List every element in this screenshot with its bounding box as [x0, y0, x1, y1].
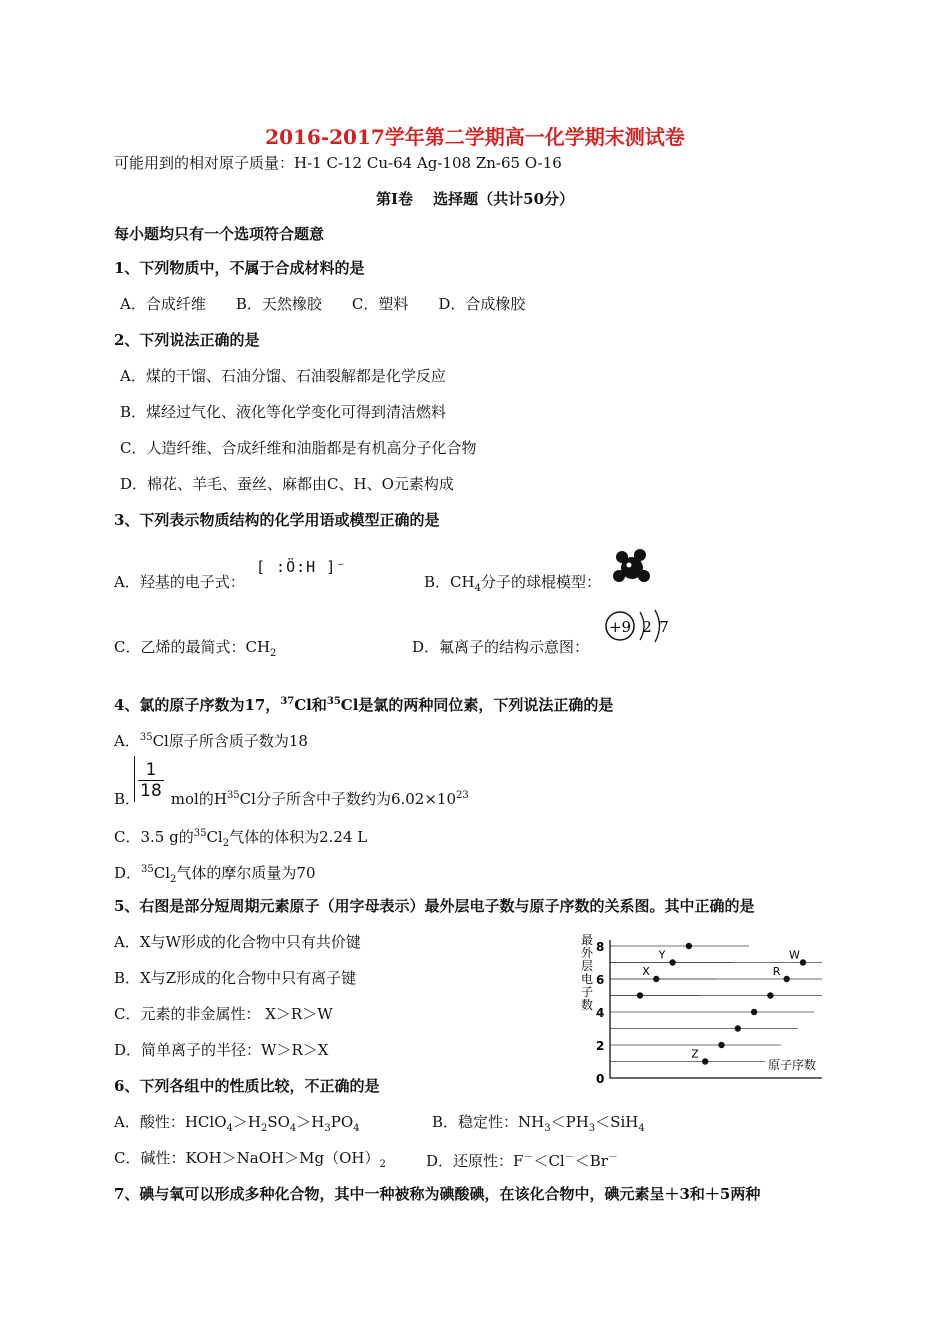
chart-ylabel: 最外层电子数: [581, 934, 594, 1012]
chart-point: [735, 1025, 741, 1031]
hydroxyl-electron-formula: [ :Ö:H ]⁻: [256, 558, 347, 576]
atomic-mass-note: 可能用到的相对原子质量：H-1 C-12 Cu-64 Ag-108 Zn-65 O-16: [114, 154, 562, 172]
q5-option-c: C．元素的非金属性： X＞R＞W: [114, 1005, 333, 1023]
q2-stem: 2、下列说法正确的是: [114, 331, 260, 349]
q4-option-d: D．$^{35}Cl_2$气体的摩尔质量为70: [114, 864, 316, 885]
chart-xlabel: 原子序数: [768, 1058, 817, 1072]
q4-option-c: C．3.5 g的$^{35}Cl_2$气体的体积为2.24 L: [114, 828, 368, 849]
q2-option-d: D．棉花、羊毛、蚕丝、麻都由C、H、O元素构成: [120, 475, 454, 493]
fluoride-ion-diagram: [602, 606, 674, 646]
q4-stem: 4、氯的原子序数为17，$^{37}$Cl和$^{35}$Cl是氯的两种同位素，下列说法正确的是: [114, 696, 614, 714]
chart-point: [800, 959, 806, 965]
chart-ytick-label: 6: [596, 973, 605, 987]
q6-option-c: C．碱性：$KOH>NaOH>Mg(OH)_2$: [114, 1149, 386, 1170]
q1-options: A．合成纤维 B．天然橡胶 C．塑料 D．合成橡胶: [120, 295, 526, 313]
q3-stem: 3、下列表示物质结构的化学用语或模型正确的是: [114, 511, 440, 529]
q1-stem: 1、下列物质中，不属于合成材料的是: [114, 259, 365, 277]
chart-point-label: R: [772, 965, 781, 978]
chart-point: [718, 1042, 724, 1048]
chart-point: [669, 959, 675, 965]
fraction-numerator: 1: [138, 760, 164, 781]
q2-option-b: B．煤经过气化、液化等化学变化可得到清洁燃料: [120, 403, 447, 421]
instruction: 每小题均只有一个选项符合题意: [114, 225, 325, 243]
q2-option-c: C．人造纤维、合成纤维和油脂都是有机高分子化合物: [120, 439, 477, 457]
q4-option-b: B． mol的$H^{35}Cl$分子所含中子数约为$6.02\times 10^{23}$: [114, 790, 469, 808]
q5-stem: 5、右图是部分短周期元素原子（用字母表示）最外层电子数与原子序数的关系图。其中正确的是: [114, 897, 755, 915]
q3-option-a: A．羟基的电子式：: [114, 573, 245, 591]
chart-point: [767, 992, 773, 998]
chart-point: [751, 1009, 757, 1015]
nucleus-label: +9: [608, 618, 632, 636]
chart-ytick-label: 0: [596, 1072, 605, 1084]
q5-option-a: A．X与W形成的化合物中只有共价键: [114, 933, 361, 951]
q7-stem: 7、碘与氧可以形成多种化合物，其中一种被称为碘酸碘，在该化合物中，碘元素呈＋3和＋5两种: [114, 1185, 761, 1203]
ball-stick-model-icon: [610, 548, 650, 584]
chart-ytick-label: 8: [596, 940, 605, 954]
page-title: 2016-2017学年第二学期高一化学期末测试卷: [265, 125, 685, 149]
q6-option-a: A．酸性：$HClO_4>H_2SO_4>H_3PO_4$: [114, 1113, 360, 1134]
shell-2-count: 7: [659, 618, 669, 636]
shell-1-count: 2: [642, 618, 652, 636]
electron-chart: [570, 934, 830, 1084]
q3-option-b: B．$CH_4$分子的球棍模型：: [424, 573, 601, 594]
q6-stem: 6、下列各组中的性质比较，不正确的是: [114, 1077, 380, 1095]
q3-option-d: D．氟离子的结构示意图：: [412, 638, 590, 656]
q6-option-b: B．稳定性：$NH_3<PH_3<SiH_4$: [432, 1113, 645, 1134]
q3-option-c: C．乙烯的最简式：$CH_2$: [114, 638, 277, 659]
q5-option-d: D．简单离子的半径：W＞R＞X: [114, 1041, 329, 1059]
chart-ytick-label: 4: [596, 1006, 605, 1020]
section-header: 第Ⅰ卷 选择题（共计50分）: [375, 190, 575, 208]
chart-point-label: X: [642, 965, 650, 978]
q4-option-a: A．$^{35}$Cl原子所含质子数为18: [114, 732, 308, 750]
chart-point-label: Z: [691, 1047, 699, 1061]
chart-point: [784, 976, 790, 982]
chart-point-label: W: [789, 948, 800, 962]
chart-point: [653, 976, 659, 982]
q2-option-a: A．煤的干馏、石油分馏、石油裂解都是化学反应: [120, 367, 446, 385]
q6-option-d: D．还原性：F－＜Cl－＜Br－: [426, 1152, 618, 1170]
chart-ytick-label: 2: [596, 1039, 605, 1053]
chart-point-label: Y: [658, 948, 666, 962]
chart-point: [702, 1058, 708, 1064]
chart-point: [686, 943, 692, 949]
fraction-denominator: 18: [140, 781, 162, 801]
q5-option-b: B．X与Z形成的化合物中只有离子键: [114, 969, 357, 987]
chart-point: [637, 992, 643, 998]
